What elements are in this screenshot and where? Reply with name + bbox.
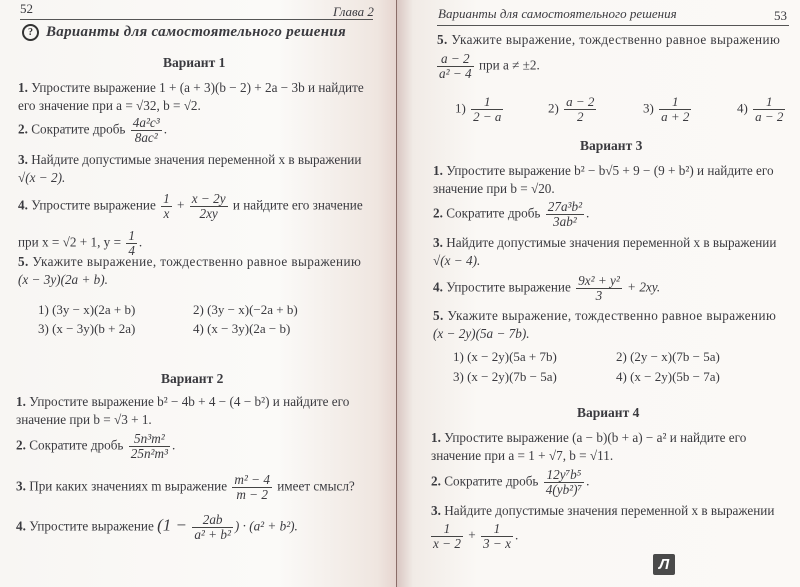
fraction (659, 95, 691, 124)
v3-task-4 (433, 274, 660, 303)
numerator: 1 (471, 95, 503, 110)
task-text: При каких значениях m выражение (29, 478, 228, 494)
task-number: 5. (18, 254, 29, 269)
task-text: Укажите выражение, тождественно равное выражению (451, 32, 781, 47)
task-number: 1. (433, 163, 443, 178)
fraction (753, 95, 785, 124)
numerator: m² − 4 (234, 472, 270, 487)
paren-open: (1 − (157, 515, 188, 535)
v2-task-1-line1 (16, 394, 349, 410)
task-number: 1. (431, 430, 441, 445)
denominator: a² + b² (194, 527, 231, 542)
task-text: при x = √2 + 1, y = (18, 234, 122, 250)
denominator: 2xy (199, 206, 218, 221)
v2-task-1-line2: значение при b = √3 + 1. (16, 412, 152, 427)
numerator: 1 (128, 228, 135, 243)
task-text: ) · (a² + b²). (234, 518, 298, 534)
v1-task-1-line1 (18, 80, 364, 96)
task-number: 3. (16, 478, 26, 494)
task-text: Сократите дробь (444, 473, 539, 489)
v1-task-4-line2: при x = √2 + 1, y = $\frac{1}{4}$ . (18, 228, 143, 258)
v4-task-2: 2. Сократите дробь $\frac{\text{12y⁷b⁵}}{\text{4(yb²)⁷}}$ . (431, 467, 590, 497)
task-number: 2. (18, 121, 28, 137)
answer-option: 1) (x − 2y)(5a + 7b) (453, 349, 557, 364)
variant-2-title: Вариант 2 (161, 371, 224, 386)
plus-sign: + (468, 527, 476, 543)
fraction (546, 200, 584, 229)
fraction (481, 522, 513, 551)
fraction (544, 468, 584, 497)
task-number: 5. (433, 308, 444, 323)
option-label: 4) (737, 100, 748, 116)
fraction (190, 192, 228, 221)
task-text: Сократите дробь (29, 437, 124, 453)
task-text: + 2xy. (627, 279, 661, 295)
prev-task-5-line1 (437, 32, 780, 48)
fraction (232, 473, 272, 502)
task-number: 3. (18, 152, 28, 167)
v3-task-1-line1 (433, 163, 774, 179)
v1-task-3-line2: √(x − 2). (18, 170, 66, 185)
numerator: 1 (481, 522, 513, 537)
answer-option: 2) (3y − x)(−2a + b) (193, 302, 298, 317)
fraction (131, 116, 162, 145)
answer-option (643, 95, 693, 124)
v3-task-2: 2. Сократите дробь $\frac{\text{27a³b²}}{\text{3ab²}}$ . (433, 199, 590, 229)
task-text: Упростите выражение (31, 197, 156, 213)
task-number: 3. (433, 235, 443, 250)
v3-task-1-line2: значение при b = √20. (433, 181, 555, 196)
header-rule-left (20, 19, 373, 20)
answer-option: 3) (x − 3y)(b + 2a) (38, 321, 136, 336)
task-text: Найдите допустимые значения переменной x в выражении (446, 235, 777, 250)
v1-task-2: 2. Сократите дробь $\frac{\text{4a²c³}}{\text{8ac²}}$ . (18, 115, 167, 145)
task-text: Упростите выражение b² − b√5 + 9 − (9 + b²) и найдите его (446, 163, 774, 178)
task-number: 2. (433, 205, 443, 221)
denominator: 4(yb²)⁷ (545, 482, 583, 497)
denominator: 3 − x (482, 536, 511, 551)
denominator: a − 2 (755, 109, 784, 124)
denominator: 8ac² (134, 130, 158, 145)
task-text: Сократите дробь (31, 121, 126, 137)
task-text: Упростите выражение 1 + (a + 3)(b − 2) + 2a − 3b и найдите (31, 80, 364, 95)
v2-task-4 (16, 513, 298, 542)
denominator: 3 (595, 288, 603, 303)
question-circle-icon: ? (22, 24, 39, 41)
answer-option: 4) (x − 2y)(5b − 7a) (616, 369, 720, 384)
section-title: Варианты для самостоятельного решения (46, 24, 347, 40)
v1-task-5-line2: (x − 3y)(2a + b). (18, 272, 108, 287)
denominator: 25n²m³ (130, 446, 168, 461)
v3-task-5-line1 (433, 308, 776, 324)
option-label: 1) (455, 100, 466, 116)
task-text: Упростите выражение b² − 4b + 4 − (4 − b²) и найдите его (29, 394, 350, 409)
numerator: 1 (753, 95, 785, 110)
numerator: a − 2 (566, 94, 595, 109)
answer-option (455, 95, 505, 124)
numerator: 1 (163, 191, 170, 206)
task-text: и найдите его значение (232, 197, 363, 213)
answer-option: 2) (2y − x)(7b − 5a) (616, 349, 720, 364)
page-number-right: 53 (774, 8, 787, 23)
prev-task-5-line2 (435, 52, 540, 81)
v1-task-5-line1 (18, 254, 361, 270)
numerator: a − 2 (437, 52, 474, 67)
v1-task-4 (18, 192, 363, 221)
task-text: Укажите выражение, тождественно равное выражению (447, 308, 777, 323)
page-number-left: 52 (20, 1, 33, 16)
numerator: x − 2y (191, 191, 226, 206)
v3-task-3-line2: √(x − 4). (433, 253, 481, 268)
numerator: 1 (659, 95, 691, 110)
chapter-label: Глава 2 (333, 4, 374, 19)
v2-task-2: 2. Сократите дробь $\frac{\text{5n³m²}}{\text{25n²m³}}$ . (16, 431, 176, 461)
v2-task-3 (16, 473, 355, 502)
fraction (471, 95, 503, 124)
task-text: Укажите выражение, тождественно равное выражению (32, 254, 362, 269)
task-text: Найдите допустимые значения переменной x в выражении (31, 152, 362, 167)
v3-task-5-line2: (x − 2y)(5a − 7b). (433, 326, 530, 341)
task-number: 3. (431, 503, 441, 518)
task-number: 4. (433, 279, 443, 295)
numerator: 27a³b² (547, 199, 583, 214)
fraction (192, 513, 233, 542)
labirint-logo-icon: Л (653, 554, 675, 575)
header-rule-right (437, 25, 789, 26)
denominator: x − 2 (433, 536, 461, 551)
numerator: 1 (431, 522, 463, 537)
fraction (437, 52, 474, 81)
task-number: 2. (431, 473, 441, 489)
v1-task-1-line2: его значение при a = √32, b = √2. (18, 98, 201, 113)
task-text: Упростите выражение (29, 518, 154, 534)
v4-task-3-expression: $\frac{1}{x - 2}$ + $\frac{1}{3 - x}$ . (433, 521, 519, 551)
fraction (161, 192, 172, 221)
denominator: x (163, 206, 170, 221)
denominator: 4 (128, 243, 135, 258)
answer-option: 3) (x − 2y)(7b − 5a) (453, 369, 557, 384)
fraction (129, 432, 170, 461)
denominator: a + 2 (661, 109, 690, 124)
task-number: 5. (437, 32, 448, 47)
fraction (431, 522, 463, 551)
variant-1-title: Вариант 1 (163, 55, 226, 70)
task-number: 2. (16, 437, 26, 453)
task-number: 1. (16, 394, 26, 409)
answer-option (548, 95, 598, 124)
option-label: 2) (548, 100, 559, 116)
task-text: Упростите выражение (446, 279, 571, 295)
denominator: a² − 4 (439, 66, 472, 81)
v4-task-1-line2: значение при a = 1 + √7, b = √11. (431, 448, 614, 463)
running-head: Варианты для самостоятельного решения (438, 6, 677, 21)
fraction (564, 95, 596, 124)
task-text: имеет смысл? (277, 478, 355, 494)
numerator: 4a²c³ (132, 115, 160, 130)
v4-task-1-line1 (431, 430, 746, 446)
variant-3-title: Вариант 3 (580, 138, 643, 153)
task-text: Упростите выражение (a − b)(b + a) − a² и найдите его (444, 430, 747, 445)
fraction (576, 274, 622, 303)
numerator: 2ab (192, 513, 233, 528)
task-number: 1. (18, 80, 28, 95)
option-label: 3) (643, 100, 654, 116)
numerator: 12y⁷b⁵ (544, 468, 584, 483)
answer-option (737, 95, 787, 124)
numerator: 9x² + y² (578, 273, 620, 288)
variant-4-title: Вариант 4 (577, 405, 640, 420)
answer-option: 4) (x − 3y)(2a − b) (193, 321, 291, 336)
v4-task-3-line1 (431, 503, 774, 519)
task-number: 4. (16, 518, 26, 534)
task-text: при a ≠ ±2. (478, 57, 540, 73)
task-text: Сократите дробь (446, 205, 541, 221)
denominator: m − 2 (236, 487, 268, 502)
v3-task-3-line1 (433, 235, 776, 251)
book-spine (396, 0, 397, 587)
task-number: 4. (18, 197, 28, 213)
denominator: 3ab² (553, 214, 577, 229)
numerator: 5n³m² (129, 432, 170, 447)
task-text: Найдите допустимые значения переменной x в выражении (444, 503, 775, 518)
v1-task-3-line1 (18, 152, 361, 168)
plus-sign: + (177, 197, 185, 213)
denominator: 2 − a (473, 109, 502, 124)
answer-option: 1) (3y − x)(2a + b) (38, 302, 136, 317)
denominator: 2 (576, 109, 584, 124)
